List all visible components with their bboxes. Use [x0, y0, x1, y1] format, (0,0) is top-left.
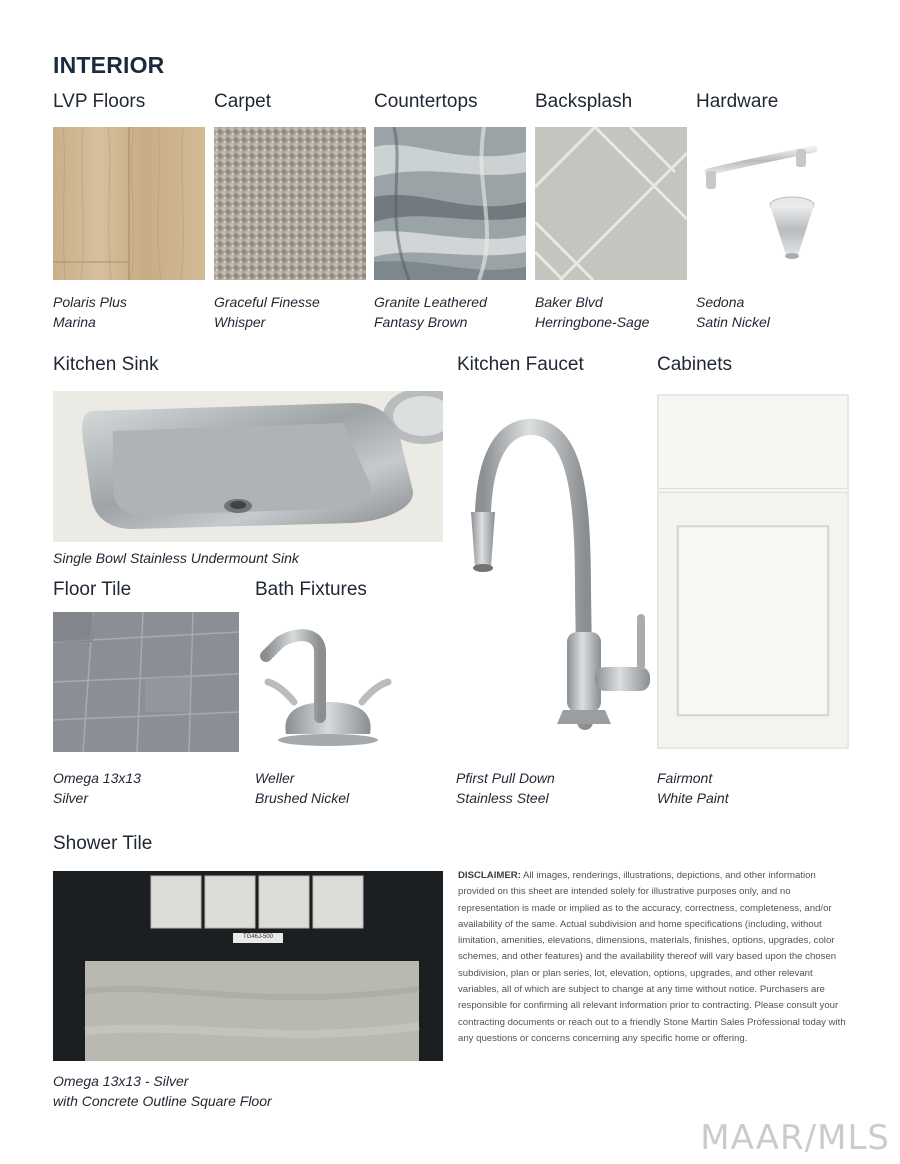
lvp-floors-swatch [53, 127, 205, 280]
cabinets-caption [657, 768, 729, 808]
cabinets-heading: Cabinets [657, 354, 732, 375]
shower-tile-image [53, 871, 443, 1061]
bath-fixtures-product-name: Weller [255, 770, 295, 786]
shower-tile-floor-note: with Concrete Outline Square Floor [53, 1093, 272, 1109]
kitchen-sink-heading: Kitchen Sink [53, 354, 159, 375]
lvp-product-name: Polaris Plus [53, 294, 127, 310]
disclaimer-body: All images, renderings, illustrations, depictions, and other information provided on this sheet are intended solely for illustrative purposes only, and no representation is made or implied as to the accuracy, correctness, completeness, and/or availability of the same. Actual subdivision and home specifications (including, without limitation, amenities, elevations, dimensions, materials, finishes, options, upgrades, color schemes, and other features) and the availability thereof will vary based upon the chosen subdivision, plan or plan series, lot, elevation, options, upgrades, and other relevant variables, all of which are subject to change at any time without notice. Purchasers are responsible for confirming all relevant information prior to contracting. Please consult your contracting documents or reach out to a friendly Stone Martin Sales Professional today with any questions or concerns concerning any specific home or offering. [458, 870, 846, 1044]
kitchen-faucet-caption [456, 768, 555, 808]
countertops-product-name: Granite Leathered [374, 294, 487, 310]
kitchen-faucet-heading: Kitchen Faucet [457, 354, 584, 375]
lvp-color-name: Marina [53, 314, 96, 330]
carpet-heading: Carpet [214, 91, 272, 112]
mls-watermark: MAAR/MLS [700, 1118, 890, 1158]
disclaimer-text [458, 868, 854, 1047]
bath-fixtures-heading: Bath Fixtures [255, 579, 367, 600]
backsplash-caption [535, 292, 649, 332]
cabinets-finish-name: White Paint [657, 790, 729, 806]
shower-tile-code-label: TG46J-500 [243, 934, 274, 940]
hardware-caption [696, 292, 770, 332]
floor-tile-caption [53, 768, 141, 808]
floor-tile-swatch [53, 612, 239, 752]
kitchen-faucet-image [455, 392, 650, 730]
backsplash-heading: Backsplash [535, 91, 633, 112]
kitchen-sink-caption: Single Bowl Stainless Undermount Sink [53, 550, 299, 566]
page-title: INTERIOR [53, 52, 165, 78]
countertops-swatch [374, 127, 526, 280]
kitchen-faucet-product-name: Pfirst Pull Down [456, 770, 555, 786]
hardware-heading: Hardware [696, 91, 779, 112]
carpet-caption [214, 292, 320, 332]
lvp-floors-heading: LVP Floors [53, 91, 146, 112]
hardware-product-name: Sedona [696, 294, 745, 310]
backsplash-color-name: Herringbone-Sage [535, 314, 650, 330]
cabinets-image [657, 394, 849, 749]
hardware-image [696, 127, 848, 280]
countertops-color-name: Fantasy Brown [374, 314, 468, 330]
hardware-color-name: Satin Nickel [696, 314, 770, 330]
cabinets-product-name: Fairmont [657, 770, 713, 786]
shower-tile-product-name: Omega 13x13 - Silver [53, 1073, 189, 1089]
floor-tile-product-name: Omega 13x13 [53, 770, 141, 786]
bath-fixtures-caption [255, 768, 349, 808]
shower-tile-caption [53, 1071, 272, 1111]
disclaimer-label: DISCLAIMER: [458, 870, 521, 881]
carpet-color-name: Whisper [214, 314, 266, 330]
countertops-caption [374, 292, 487, 332]
kitchen-sink-image [53, 391, 443, 542]
carpet-product-name: Graceful Finesse [214, 294, 320, 310]
kitchen-faucet-finish-name: Stainless Steel [456, 790, 549, 806]
bath-fixtures-finish-name: Brushed Nickel [255, 790, 350, 806]
floor-tile-heading: Floor Tile [53, 579, 132, 600]
lvp-floors-caption [53, 292, 127, 332]
backsplash-product-name: Baker Blvd [535, 294, 603, 310]
countertops-heading: Countertops [374, 91, 478, 112]
bath-fixtures-image [258, 622, 398, 747]
shower-tile-heading: Shower Tile [53, 833, 153, 854]
carpet-swatch [214, 127, 366, 280]
backsplash-swatch [535, 127, 687, 280]
floor-tile-color-name: Silver [53, 790, 89, 806]
